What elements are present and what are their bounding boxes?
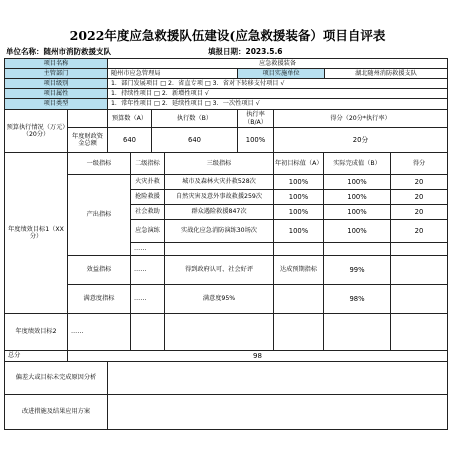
deviation-label: 偏差大或目标未完成原因分析 xyxy=(4,361,108,395)
budget-plan-value: 640 xyxy=(107,127,152,153)
deviation-value xyxy=(107,361,448,395)
attr-label: 项目属性 xyxy=(4,88,108,99)
satisfaction-actual: 98% xyxy=(323,284,391,314)
satisfaction-l3: 满意度95% xyxy=(164,284,274,314)
effect-l3: 得到政府认可、社会好评 xyxy=(164,255,274,285)
table-row-target: 100% xyxy=(273,189,324,205)
table-row-actual: 100% xyxy=(323,204,391,220)
empty-cell xyxy=(273,313,324,351)
empty-cell xyxy=(323,242,391,256)
level-label: 项目级别 xyxy=(4,78,108,89)
impl-label: 项目实施单位 xyxy=(237,68,325,79)
fill-date: 填报日期：2023.5.6 xyxy=(208,47,283,56)
attr-value: 1．持续性项目 □ 2．新增性项目 √ xyxy=(107,88,448,99)
table-row-score: 20 xyxy=(390,219,448,243)
table-row-l2: 社会救助 xyxy=(130,204,165,220)
budget-rate-value: 100% xyxy=(237,127,274,153)
table-row-l3: 城市及森林火灾扑救528次 xyxy=(164,174,274,190)
score-header: 得分 xyxy=(390,152,448,175)
goal2-label: 年度绩效目标2 xyxy=(4,313,68,351)
measures-value xyxy=(107,394,448,430)
table-row-l3: 实战化应急消防演练30场次 xyxy=(164,219,274,243)
budget-exec-value: 640 xyxy=(151,127,238,153)
empty-cell xyxy=(164,313,274,351)
table-row-l3: 自然灾害及意外事故救援259次 xyxy=(164,189,274,205)
effect-dots: …… xyxy=(130,255,165,285)
empty-cell xyxy=(164,242,274,256)
table-row-l3: 群众遇险救援847次 xyxy=(164,204,274,220)
budget-blank xyxy=(67,109,108,128)
table-row-actual: 100% xyxy=(323,174,391,190)
budget-score-value: 20分 xyxy=(273,127,448,153)
table-row-score: 20 xyxy=(390,174,448,190)
table-row-l2: 抢险救援 xyxy=(130,189,165,205)
table-row-score: 20 xyxy=(390,189,448,205)
measures-label: 改进措施及结果应用方案 xyxy=(4,394,108,430)
budget-plan-header: 预算数（A） xyxy=(107,109,152,128)
type-label: 项目类型 xyxy=(4,98,108,110)
empty-cell xyxy=(273,242,324,256)
satisfaction-indicator-label: 满意度指标 xyxy=(67,284,131,314)
table-row-target: 100% xyxy=(273,204,324,220)
satisfaction-dots: …… xyxy=(130,284,165,314)
effect-indicator-label: 效益指标 xyxy=(67,255,131,285)
table-row-score: 20 xyxy=(390,204,448,220)
dept-value: 随州市应急管理局 xyxy=(107,68,238,79)
table-row-l2: 火灾扑救 xyxy=(130,174,165,190)
l3-header: 三级指标 xyxy=(164,152,274,175)
target-header: 年初目标值（A） xyxy=(273,152,324,175)
project-name-label: 项目名称 xyxy=(4,58,108,69)
empty-cell xyxy=(390,242,448,256)
level-value: 1．部门发展项目 □ 2．省直专项 □ 3．省对下转移支付项目 √ xyxy=(107,78,448,89)
l1-header: 一级指标 xyxy=(67,152,131,175)
empty-cell xyxy=(130,313,165,351)
total-score: 98 xyxy=(67,350,448,362)
empty-cell xyxy=(390,284,448,314)
goal1-label: 年度绩效目标1（XX分） xyxy=(4,152,68,314)
output-indicator-label: 产出指标 xyxy=(67,174,131,256)
budget-rate-header: 执行率（B/A） xyxy=(237,109,274,128)
table-row-actual: 100% xyxy=(323,189,391,205)
budget-label: 预算执行情况（万元）（20分） xyxy=(4,109,68,153)
project-name-value: 应急救援装备 xyxy=(107,58,448,69)
budget-sub-label: 年度财政资金总额 xyxy=(67,127,108,153)
total-label: 总分 xyxy=(4,350,68,362)
l2-header: 二级指标 xyxy=(130,152,165,175)
budget-exec-header: 执行数（B） xyxy=(151,109,238,128)
empty-cell xyxy=(390,313,448,351)
unit-name: 单位名称：随州市消防救援支队 xyxy=(6,47,111,56)
page-title: 2022年度应急救援队伍建设(应急救援装备）项目自评表 xyxy=(69,28,386,43)
output-dots: …… xyxy=(130,242,165,256)
impl-value: 湖北随州消防救援支队 xyxy=(324,68,448,79)
type-value: 1．常年性项目 □ 2．延续性项目 □ 3．一次性项目 √ xyxy=(107,98,448,110)
effect-actual: 99% xyxy=(323,255,391,285)
dept-label: 主管部门 xyxy=(4,68,108,79)
effect-target: 达成预期指标 xyxy=(273,255,324,285)
table-row-actual: 100% xyxy=(323,219,391,243)
empty-cell xyxy=(390,255,448,285)
budget-score-header: 得分（20分*执行率） xyxy=(273,109,448,128)
empty-cell xyxy=(273,284,324,314)
goal2-dots: …… xyxy=(67,313,131,351)
actual-header: 实际完成值（B） xyxy=(323,152,391,175)
empty-cell xyxy=(323,313,391,351)
table-row-target: 100% xyxy=(273,219,324,243)
table-row-l2: 应急演练 xyxy=(130,219,165,243)
table-row-target: 100% xyxy=(273,174,324,190)
